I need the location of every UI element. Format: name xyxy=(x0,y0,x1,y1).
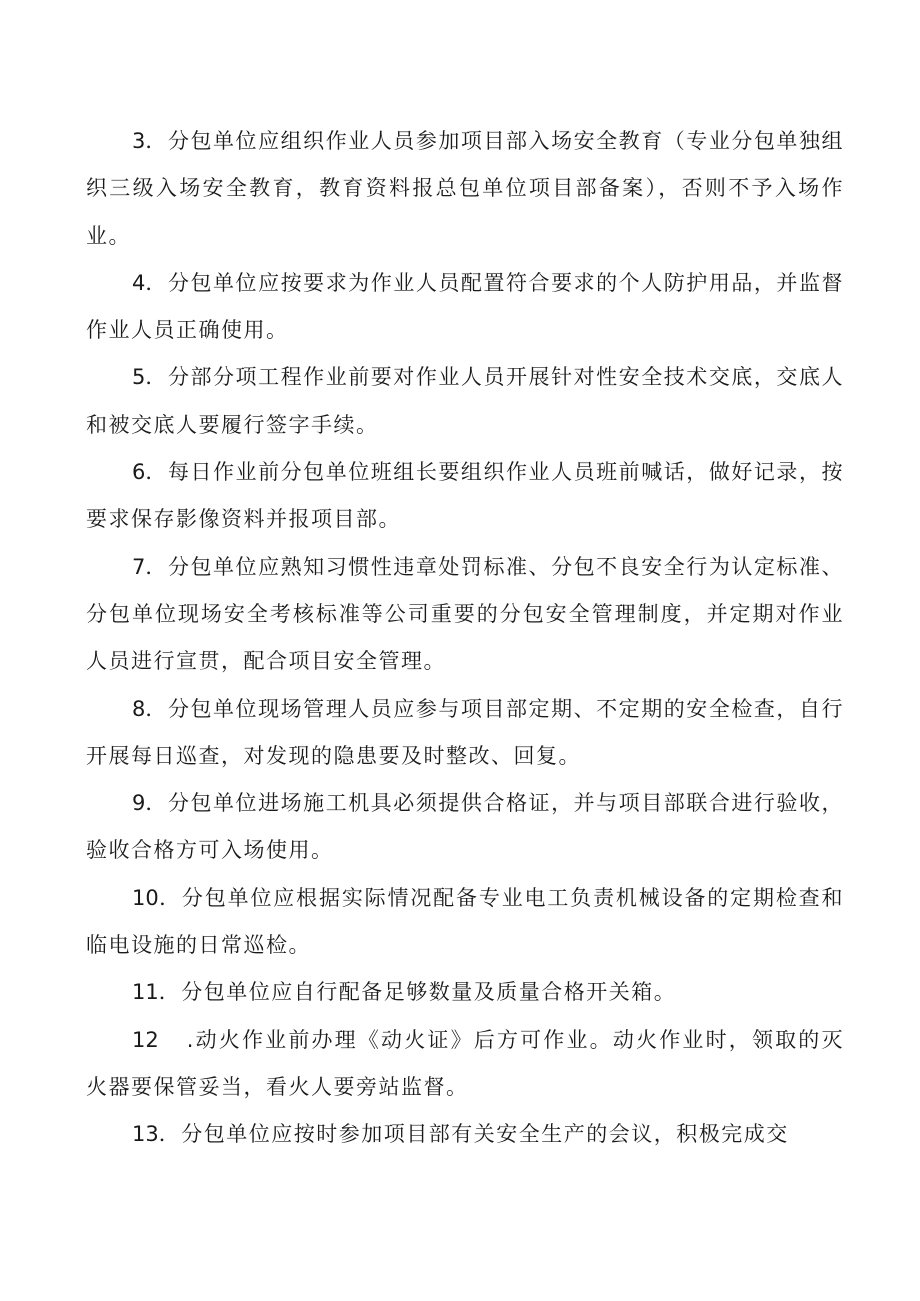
list-item xyxy=(86,969,844,1016)
list-item xyxy=(86,544,844,686)
item-text: ．分包单位进场施工机具必须提供合格证，并与项目部联合进行验收，验收合格方可入场使用。 xyxy=(86,791,844,863)
item-number: 13 xyxy=(132,1122,159,1147)
item-text: ．分部分项工程作业前要对作业人员开展针对性安全技术交底，交底人和被交底人要履行签字手续。 xyxy=(86,365,844,437)
item-number: 3 xyxy=(132,129,146,153)
item-text: ．分包单位应根据实际情况配备专业电工负责机械设备的定期检查和临电设施的日常巡检。 xyxy=(86,885,844,958)
list-item xyxy=(86,354,844,449)
list-item xyxy=(86,780,844,875)
document-body xyxy=(86,118,844,1159)
item-number: 10 xyxy=(132,885,159,910)
list-item xyxy=(86,1111,844,1158)
item-text: ．分包单位应组织作业人员参加项目部入场安全教育（专业分包单独组织三级入场安全教育，教育资料报总包单位项目部备案），否则不予入场作业。 xyxy=(86,129,844,248)
list-item xyxy=(86,449,844,544)
item-number: 11 xyxy=(132,980,159,1005)
item-number: 4 xyxy=(132,270,146,295)
item-text: ．分包单位应按要求为作业人员配置符合要求的个人防护用品，并监督作业人员正确使用。 xyxy=(86,270,844,343)
item-text: ．每日作业前分包单位班组长要组织作业人员班前喊话，做好记录，按要求保存影像资料并报项目部。 xyxy=(86,460,844,532)
list-item xyxy=(86,118,844,260)
item-number: 9 xyxy=(132,791,146,816)
item-text: ．分包单位应熟知习惯性违章处罚标准、分包不良安全行为认定标准、分包单位现场安全考核标准等公司重要的分包安全管理制度，并定期对作业人员进行宣贯，配合项目安全管理。 xyxy=(86,554,844,674)
item-number: 12 xyxy=(132,1027,159,1052)
item-text: .动火作业前办理《动火证》后方可作业。动火作业时，领取的灭火器要保管妥当，看火人要旁站监督。 xyxy=(86,1027,844,1099)
item-number: 7 xyxy=(132,554,146,579)
item-text: ．分包单位现场管理人员应参与项目部定期、不定期的安全检查，自行开展每日巡查，对发现的隐患要及时整改、回复。 xyxy=(86,696,844,768)
item-text: ．分包单位应按时参加项目部有关安全生产的会议，积极完成交 xyxy=(158,1122,789,1147)
item-text: ．分包单位应自行配备足够数量及质量合格开关箱。 xyxy=(158,980,677,1005)
list-item xyxy=(86,1017,844,1112)
item-number: 8 xyxy=(132,696,146,721)
item-number: 6 xyxy=(132,460,146,485)
list-item xyxy=(86,875,844,970)
list-item xyxy=(86,260,844,355)
list-item xyxy=(86,686,844,781)
item-number: 5 xyxy=(132,365,146,390)
